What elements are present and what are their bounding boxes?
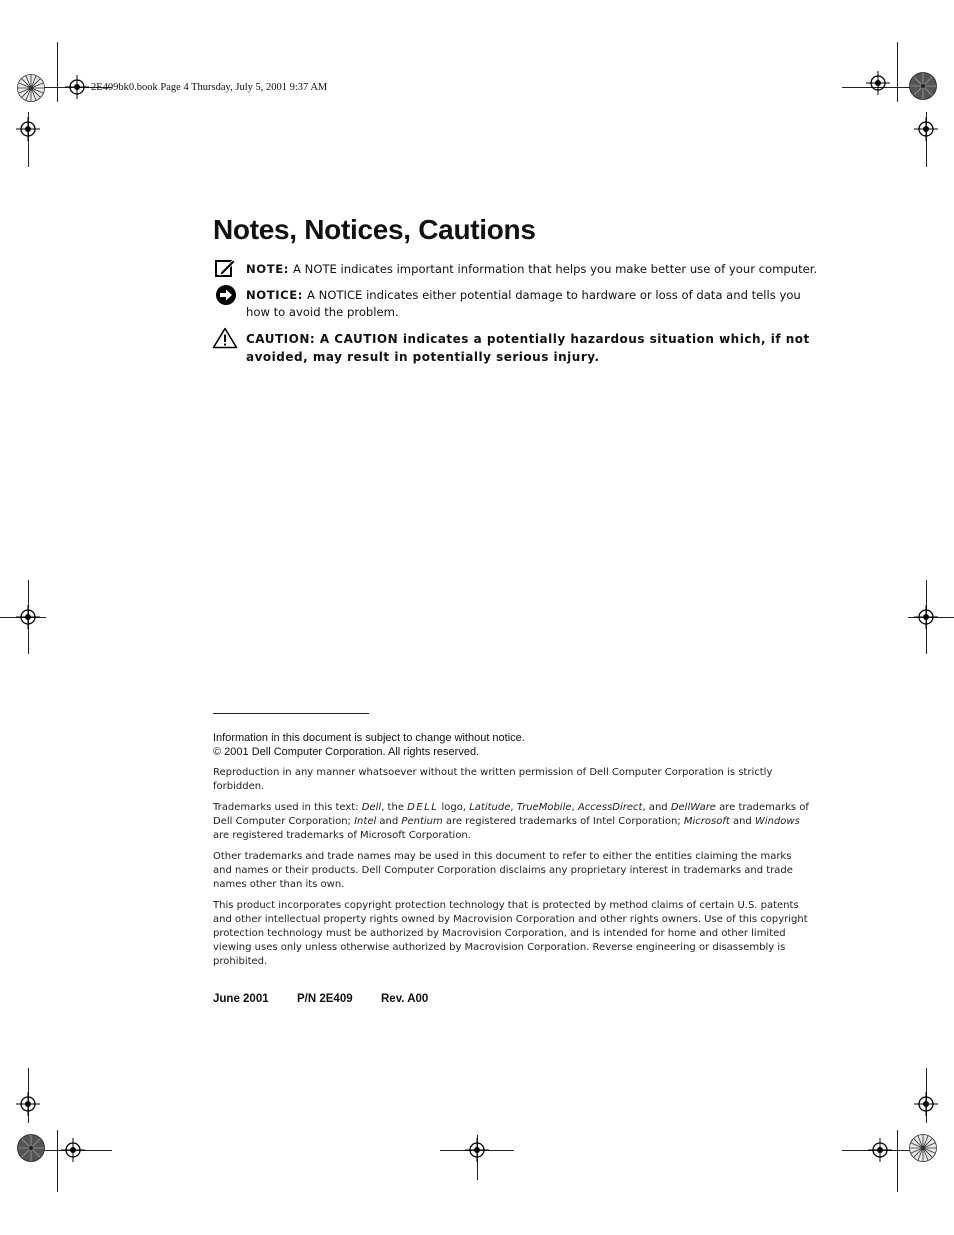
trademark-dell: Dell [361, 802, 382, 813]
trademark-dellware: DellWare [670, 802, 716, 813]
trademarks-text: , [571, 802, 578, 813]
trademarks-text: and [376, 816, 402, 827]
note-text: A NOTE indicates important information that helps you make better use of your computer. [293, 262, 818, 276]
macrovision-paragraph: This product incorporates copyright protection technology that is protected by method claims of certain U.S. patents and other intellectual property rights owned by Macrovision Corporation and other rights owners. Use of this copyright protection technology must be authorized by Macrovision Corporation, and is intended for home and other limited viewing uses only unless otherwise authorized by Macrovision Corporation. Reverse engineering or disassembly is prohibited. [213, 900, 808, 967]
registration-target-icon [60, 1137, 86, 1163]
crop-mark [57, 42, 58, 102]
trademark-truemobile: TrueMobile [516, 802, 572, 813]
arrow-circle-icon [215, 284, 237, 306]
trademarks-text: are registered trademarks of Intel Corporation; [442, 816, 684, 827]
copyright-line: © 2001 Dell Computer Corporation. All rights reserved. [213, 746, 480, 758]
trademarks-text: are registered trademarks of Microsoft Corporation. [213, 830, 471, 841]
notice-text: A NOTICE indicates either potential damage to hardware or loss of data and tells you how to avoid the problem. [246, 288, 801, 319]
divider-rule [213, 713, 369, 714]
footer-date: June 2001 [213, 993, 269, 1005]
trademark-accessdirect: AccessDirect [577, 802, 643, 813]
footer-revision: Rev. A00 [381, 993, 429, 1005]
registration-target-icon [867, 1137, 893, 1163]
registration-target-icon [15, 116, 41, 142]
trademark-microsoft: Microsoft [683, 816, 730, 827]
trademarks-text: are trademarks of Dell Computer Corporation; [213, 802, 809, 827]
registration-target-icon [15, 1091, 41, 1117]
crop-mark [57, 1130, 58, 1192]
trademark-windows: Windows [754, 816, 800, 827]
trademarks-text: , and [642, 802, 671, 813]
pencil-note-icon [215, 258, 236, 278]
registration-target-icon [913, 604, 939, 630]
caution-paragraph: CAUTION: A CAUTION indicates a potentially hazardous situation which, if not avoided, may result in potentially serious injury. [246, 332, 810, 364]
trademarks-text: , [510, 802, 517, 813]
crop-mark [897, 1130, 898, 1192]
registration-target-icon [464, 1137, 490, 1163]
notice-paragraph [246, 287, 826, 321]
trademark-dell-logo: DELL [407, 802, 439, 813]
crop-mark [897, 42, 898, 102]
notice-label: NOTICE: [246, 288, 304, 302]
note-label: NOTE: [246, 262, 290, 276]
trademarks-text: logo, [438, 802, 470, 813]
trademark-pentium: Pentium [401, 816, 443, 827]
starburst-mark-icon [16, 1133, 46, 1163]
warning-triangle-icon [212, 327, 238, 349]
starburst-mark-icon [16, 73, 46, 103]
registration-target-icon [15, 604, 41, 630]
reproduction-paragraph: Reproduction in any manner whatsoever without the written permission of Dell Computer Corporation is strictly forbidden. [213, 767, 773, 792]
trademarks-text: Trademarks used in this text: [213, 802, 362, 813]
trademark-latitude: Latitude [469, 802, 511, 813]
footer-part-number: P/N 2E409 [297, 993, 353, 1005]
note-paragraph [246, 261, 826, 278]
trademarks-text: and [729, 816, 755, 827]
change-notice: Information in this document is subject to change without notice. [213, 732, 525, 744]
trademarks-paragraph [213, 801, 813, 843]
page-title: Notes, Notices, Cautions [213, 214, 536, 245]
trademark-intel: Intel [354, 816, 377, 827]
registration-target-icon [865, 70, 891, 96]
registration-target-icon [64, 74, 90, 100]
trademarks-text: , the [381, 802, 408, 813]
starburst-mark-icon [908, 71, 938, 101]
printer-slug: 2E409bk0.book Page 4 Thursday, July 5, 2001 9:37 AM [91, 82, 328, 93]
other-trademarks-paragraph: Other trademarks and trade names may be used in this document to refer to either the entities claiming the marks and names or their products. Dell Computer Corporation disclaims any proprietary interest in trademarks and trade names other than its own. [213, 851, 793, 890]
registration-target-icon [913, 1091, 939, 1117]
starburst-mark-icon [908, 1133, 938, 1163]
registration-target-icon [913, 116, 939, 142]
